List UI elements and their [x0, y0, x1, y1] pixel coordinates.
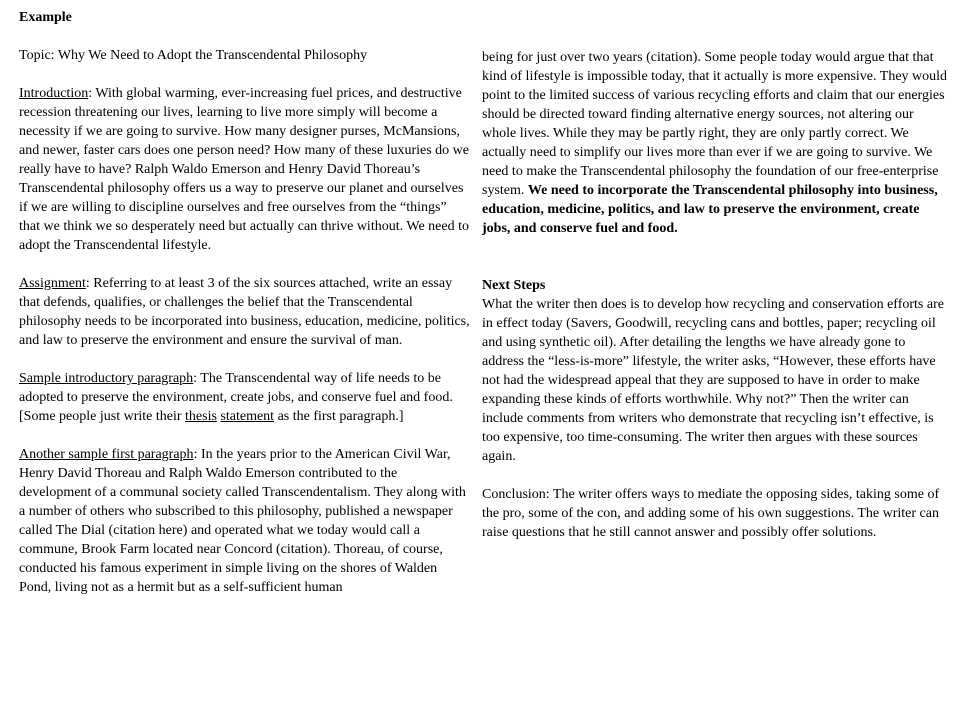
another-sample-paragraph — [19, 445, 471, 597]
sample-intro-end: as the first paragraph.] — [274, 409, 404, 424]
right-column — [482, 48, 948, 542]
continuation-paragraph — [482, 48, 948, 238]
thesis-word: thesis — [185, 409, 217, 424]
next-steps-heading: Next Steps — [482, 278, 546, 293]
continuation-text: being for just over two years (citation). Some people today would argue that that kind of lifestyle is impossible today, that it actually is more expensive. They would point to the limited success of various recycling efforts and claim that our energies should be directed toward finding alternative energy sources, not altering our whole lives. While they may be partly right, they are only partly correct. We actually need to simplify our lives more than ever if we are going to survive. We need to make the Transcendental philosophy the foundation of our free-enterprise system. — [482, 50, 948, 198]
conclusion-paragraph: Conclusion: The writer offers ways to mediate the opposing sides, taking some of the pro, some of the con, and adding some of his own suggestions. The writer can raise questions that he still cannot answer and possibly offer solutions. — [482, 487, 940, 540]
next-steps-paragraph: What the writer then does is to develop how recycling and conservation efforts are in effect today (Savers, Goodwill, recycling cans and bottles, paper; recycling oil and using synthetic oil). After detailing the lengths we have already gone to address the “less-is-more” lifestyle, the writer asks, “However, these efforts have not had the widespread appeal that they are supposed to have in order to make expanding these kinds of efforts worthwhile. Why not?” Then the writer can include comments from writers who demonstrate that recycling isn’t effective, is too expensive, too time-consuming. The writer then argues with these sources again. — [482, 297, 944, 464]
sample-intro-text: : The Transcendental way of life needs to be adopted to preserve the environment, create jobs, and conserve fuel and food. [Some people just write their — [19, 371, 453, 424]
thesis-statement-bold: We need to incorporate the Transcendental philosophy into business, education, medicine, politics, and law to preserve the environment, create jobs, and conserve fuel and food. — [482, 183, 938, 236]
sample-intro-paragraph — [19, 369, 471, 426]
heading-example: Example — [19, 10, 72, 25]
introduction-paragraph — [19, 84, 471, 255]
topic-line: Topic: Why We Need to Adopt the Transcendental Philosophy — [19, 48, 368, 63]
sample-intro-label: Sample introductory paragraph — [19, 371, 194, 386]
introduction-label: Introduction — [19, 86, 89, 101]
introduction-text: : With global warming, ever-increasing fuel prices, and destructive recession threatening our lives, learning to live more simply will become a necessity if we are going to survive. How many designer purses, McMansions, and newer, faster cars does one person need? How many of these luxuries do we really have to have? Ralph Waldo Emerson and Henry David Thoreau’s Transcendental philosophy offers us a way to preserve our planet and ourselves if we are willing to discipline ourselves and free ourselves from the “things” that we think we so desperately need but actually can thrive without. We need to adopt the Transcendental lifestyle. — [19, 86, 470, 253]
assignment-paragraph — [19, 274, 471, 350]
another-sample-label: Another sample first paragraph — [19, 447, 194, 462]
assignment-label: Assignment — [19, 276, 86, 291]
another-sample-text: : In the years prior to the American Civil War, Henry David Thoreau and Ralph Waldo Emerson contributed to the development of a communal society called Transcendentalism. They along with a number of others who subscribed to this philosophy, published a newspaper called The Dial (citation here) and operated what we today would call a commune, Brook Farm located near Concord (citation). Thoreau, of course, conducted his famous experiment in simple living on the shores of Walden Pond, living not as a hermit but as a self-sufficient human — [19, 447, 466, 595]
left-column — [19, 8, 471, 597]
assignment-text: : Referring to at least 3 of the six sources attached, write an essay that defends, qualifies, or challenges the belief that the Transcendental philosophy needs to be incorporated into business, education, medicine, politics, and law to preserve the environment and ensure the survival of man. — [19, 276, 470, 348]
statement-word: statement — [220, 409, 275, 424]
